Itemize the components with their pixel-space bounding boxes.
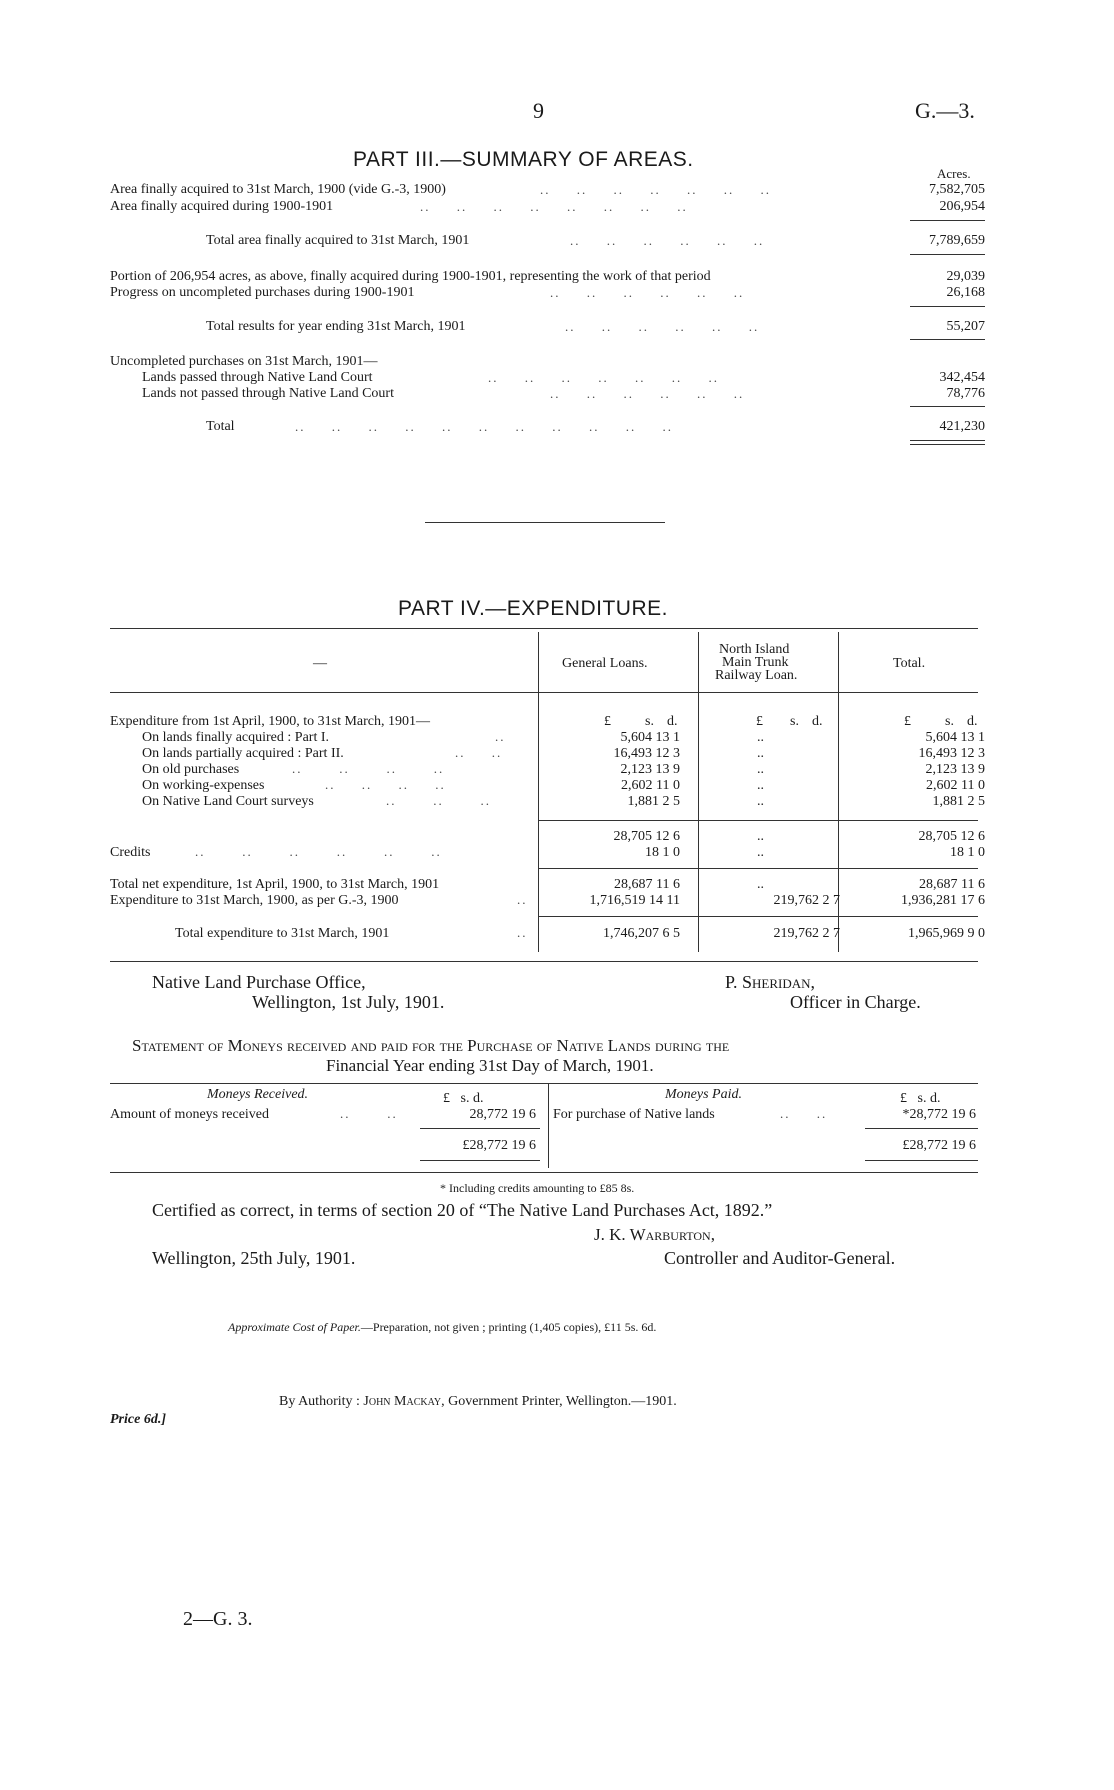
leader-dots: .. .. xyxy=(455,745,503,760)
certification-text: Certified as correct, in terms of section 20 of “The Native Land Purchases Act, 1892.” xyxy=(152,1200,773,1220)
received-total: £28,772 19 6 xyxy=(462,1138,536,1153)
lsd-shilling: s. xyxy=(645,714,654,729)
paid-total: £28,772 19 6 xyxy=(902,1138,976,1153)
part3-row-value: 7,789,659 xyxy=(929,233,985,248)
part3-row-label: Progress on uncompleted purchases during 1900-1901 xyxy=(110,285,415,300)
part3-row-value: 26,168 xyxy=(946,285,985,300)
leader-dots: .. .. .. xyxy=(386,793,491,808)
received-header: Moneys Received. xyxy=(207,1087,309,1102)
table-cell-general: 16,493 12 3 xyxy=(613,746,680,761)
table-cell-general: 28,687 11 6 xyxy=(614,877,680,892)
part3-row-label: Portion of 206,954 acres, as above, finally acquired during 1900-1901, representing the work of that period xyxy=(110,269,711,284)
table-top-rule xyxy=(110,628,978,629)
part3-row-value: 421,230 xyxy=(939,419,985,434)
lsd-pence: d. xyxy=(667,714,678,729)
table-cell-north: 219,762 2 7 xyxy=(773,893,840,908)
double-rule xyxy=(910,440,985,441)
authority-prefix: By Authority : xyxy=(279,1394,360,1409)
part3-row-value: 78,776 xyxy=(946,386,985,401)
table-cell-total: 2,123 13 9 xyxy=(925,762,985,777)
col-header-blank: — xyxy=(313,656,327,671)
table-cell-general: 2,602 11 0 xyxy=(621,778,680,793)
paid-header: Moneys Paid. xyxy=(665,1087,742,1102)
statement-col-rule xyxy=(548,1083,549,1168)
table-bottom-rule xyxy=(110,961,978,962)
leader-dots: .. .. .. .. xyxy=(325,777,446,792)
table-col-rule xyxy=(698,632,699,952)
table-cell-north: .. xyxy=(757,829,764,844)
part3-row-label: Area finally acquired during 1900-1901 xyxy=(110,199,334,214)
office-name: Native Land Purchase Office, xyxy=(152,972,366,992)
part3-row-portion xyxy=(110,268,985,285)
leader-dots: .. .. xyxy=(340,1106,398,1121)
part3-row-value: 206,954 xyxy=(939,199,985,214)
table-cell-general: 1,881 2 5 xyxy=(627,794,680,809)
table-cell-general: 1,746,207 6 5 xyxy=(603,926,680,941)
divider xyxy=(910,339,985,340)
leader-dots: .. xyxy=(517,925,528,940)
part3-row-area-1900: Area finally acquired to 31st March, 1900 (vide G.-3, 1900) .. .. .. .. .. .. .. 7,582,705 xyxy=(110,182,985,197)
leader-dots: .. xyxy=(495,729,506,744)
part3-unit-label: Acres. xyxy=(937,166,971,181)
table-cell-north: .. xyxy=(757,778,764,793)
table-cell-total: 16,493 12 3 xyxy=(918,746,985,761)
leader-dots: .. xyxy=(517,892,528,907)
leader-dots: .. .. .. .. .. .. xyxy=(195,844,442,859)
table-row-label: Total net expenditure, 1st April, 1900, to 31st March, 1901 xyxy=(110,877,440,892)
price-label: Price 6d.] xyxy=(110,1412,166,1427)
table-cell-total: 1,881 2 5 xyxy=(932,794,985,809)
table-cell-north: .. xyxy=(757,794,764,809)
lsd-pence: d. xyxy=(812,714,823,729)
authority-line xyxy=(279,1394,677,1410)
part4-title: PART IV.—EXPENDITURE. xyxy=(398,597,668,620)
part3-row-total-area: Total area finally acquired to 31st March, 1901 .. .. .. .. .. .. 7,789,659 xyxy=(206,233,985,248)
table-row-label: Credits xyxy=(110,845,151,860)
part3-row-total-results: Total results for year ending 31st March, 1901 .. .. .. .. .. .. 55,207 xyxy=(206,319,985,334)
office-place-date: Wellington, 1st July, 1901. xyxy=(252,992,445,1012)
statement-top-rule xyxy=(110,1083,978,1084)
table-cell-total: 5,604 13 1 xyxy=(925,730,985,745)
part3-row-label: Total area finally acquired to 31st March, 1901 xyxy=(206,233,470,248)
table-row-label: Expenditure to 31st March, 1900, as per G.-3, 1900 xyxy=(110,893,399,908)
table-row-label: On Native Land Court surveys xyxy=(142,794,314,809)
col-header-north-3: Railway Loan. xyxy=(715,668,798,683)
subtotal-rule xyxy=(865,1128,978,1129)
authority-rest: Government Printer, Wellington.—1901. xyxy=(448,1394,677,1409)
paid-value: *28,772 19 6 xyxy=(902,1107,976,1122)
footer-ref: 2—G. 3. xyxy=(183,1608,253,1630)
col-header-general: General Loans. xyxy=(562,656,648,671)
divider xyxy=(910,254,985,255)
signatory-name: P. Sheridan, xyxy=(725,972,816,992)
statement-title-line1: Statement of Moneys received and paid for the Purchase of Native Lands during the xyxy=(132,1036,730,1055)
lsd-pound: £ xyxy=(604,714,611,729)
table-row-label: On lands partially acquired : Part II. xyxy=(142,746,344,761)
table-cell-north: .. xyxy=(757,845,764,860)
part3-title: PART III.—SUMMARY OF AREAS. xyxy=(353,148,694,171)
part3-row-label: Area finally acquired to 31st March, 1900 (vide G.-3, 1900) xyxy=(110,182,446,197)
table-cell-general: 1,716,519 14 11 xyxy=(589,893,680,908)
printer-name: John Mackay, xyxy=(363,1394,445,1409)
table-cell-north: .. xyxy=(757,746,764,761)
table-cell-general: 18 1 0 xyxy=(645,845,680,860)
double-rule xyxy=(910,444,985,445)
table-row-label: On old purchases xyxy=(142,762,240,777)
paid-label: For purchase of Native lands xyxy=(553,1107,715,1122)
part3-row-lands-not-passed: Lands not passed through Native Land Court .. .. .. .. .. .. 78,776 xyxy=(142,386,985,401)
lsd-shilling: s. xyxy=(790,714,799,729)
table-cell-north: 219,762 2 7 xyxy=(773,926,840,941)
certification-place-date: Wellington, 25th July, 1901. xyxy=(152,1248,356,1268)
lsd-shilling: s. xyxy=(945,714,954,729)
table-row-label: Expenditure from 1st April, 1900, to 31st March, 1901— xyxy=(110,714,431,729)
table-row-label: On lands finally acquired : Part I. xyxy=(142,730,330,745)
part3-row-value: 29,039 xyxy=(946,269,985,284)
part3-row-label: Total xyxy=(206,419,235,434)
table-cell-total: 18 1 0 xyxy=(950,845,985,860)
section-divider xyxy=(425,522,665,523)
lsd-pound: £ xyxy=(756,714,763,729)
table-cell-north: .. xyxy=(757,877,764,892)
col-header-total: Total. xyxy=(893,656,926,671)
part3-row-area-1900-1901: Area finally acquired during 1900-1901 .. .. .. .. .. .. .. .. 206,954 xyxy=(110,199,985,214)
received-lsd: £ s. d. xyxy=(443,1091,484,1106)
col-header-north-2: Main Trunk xyxy=(722,655,789,670)
statement-bottom-rule xyxy=(110,1172,978,1173)
subtotal-rule xyxy=(538,916,978,917)
auditor-title: Controller and Auditor-General. xyxy=(664,1248,896,1268)
part3-row-value: 342,454 xyxy=(939,370,985,385)
table-cell-north: .. xyxy=(757,730,764,745)
cost-note-label: Approximate Cost of Paper. xyxy=(228,1320,361,1334)
table-row-label: On working-expenses xyxy=(142,778,265,793)
col-header-north-1: North Island xyxy=(719,642,790,657)
cost-note xyxy=(228,1320,656,1335)
page-number: 9 xyxy=(533,98,544,123)
table-cell-total: 28,705 12 6 xyxy=(918,829,985,844)
table-cell-general: 5,604 13 1 xyxy=(620,730,680,745)
table-cell-north: .. xyxy=(757,762,764,777)
part3-row-label: Uncompleted purchases on 31st March, 1901— xyxy=(110,354,378,369)
part3-row-label: Lands not passed through Native Land Court xyxy=(142,386,394,401)
divider xyxy=(910,220,985,221)
received-label: Amount of moneys received xyxy=(110,1107,270,1122)
part3-row-progress: Progress on uncompleted purchases during 1900-1901 .. .. .. .. .. .. 26,168 xyxy=(110,285,985,300)
table-header-rule xyxy=(110,692,978,693)
subtotal-rule xyxy=(420,1160,540,1161)
table-cell-total: 1,965,969 9 0 xyxy=(908,926,985,941)
part3-row-lands-passed: Lands passed through Native Land Court .. .. .. .. .. .. .. 342,454 xyxy=(142,370,985,385)
table-cell-total: 1,936,281 17 6 xyxy=(901,893,985,908)
lsd-pound: £ xyxy=(904,714,911,729)
paid-lsd: £ s. d. xyxy=(900,1091,941,1106)
table-cell-total: 28,687 11 6 xyxy=(919,877,985,892)
subtotal-rule xyxy=(865,1160,978,1161)
part3-row-value: 7,582,705 xyxy=(929,182,985,197)
received-value: 28,772 19 6 xyxy=(469,1107,536,1122)
cost-note-text: —Preparation, not given ; printing (1,405 copies), £11 5s. 6d. xyxy=(360,1320,657,1334)
auditor-name: J. K. Warburton, xyxy=(594,1225,715,1244)
leader-dots: .. .. xyxy=(780,1106,828,1121)
divider xyxy=(910,306,985,307)
table-cell-general: 28,705 12 6 xyxy=(613,829,680,844)
part3-row-value: 55,207 xyxy=(946,319,985,334)
lsd-pence: d. xyxy=(967,714,978,729)
table-row-label: Total expenditure to 31st March, 1901 xyxy=(175,926,390,941)
part3-row-label: Lands passed through Native Land Court xyxy=(142,370,373,385)
page-ref: G.—3. xyxy=(915,98,975,123)
part3-row-total: Total .. .. .. .. .. .. .. .. .. .. .. 421,230 xyxy=(206,419,985,434)
divider xyxy=(910,406,985,407)
signatory-title: Officer in Charge. xyxy=(790,992,921,1012)
table-col-rule xyxy=(538,632,539,952)
statement-footnote: * Including credits amounting to £85 8s. xyxy=(440,1181,635,1195)
table-cell-total: 2,602 11 0 xyxy=(926,778,985,793)
part3-row-label: Total results for year ending 31st March, 1901 xyxy=(206,319,466,334)
part3-row-uncompleted xyxy=(110,353,985,370)
subtotal-rule xyxy=(538,820,978,821)
subtotal-rule xyxy=(538,868,978,869)
table-cell-general: 2,123 13 9 xyxy=(620,762,680,777)
statement-title-line2: Financial Year ending 31st Day of March, 1901. xyxy=(326,1056,654,1075)
leader-dots: .. .. .. .. xyxy=(292,761,445,776)
subtotal-rule xyxy=(420,1128,540,1129)
